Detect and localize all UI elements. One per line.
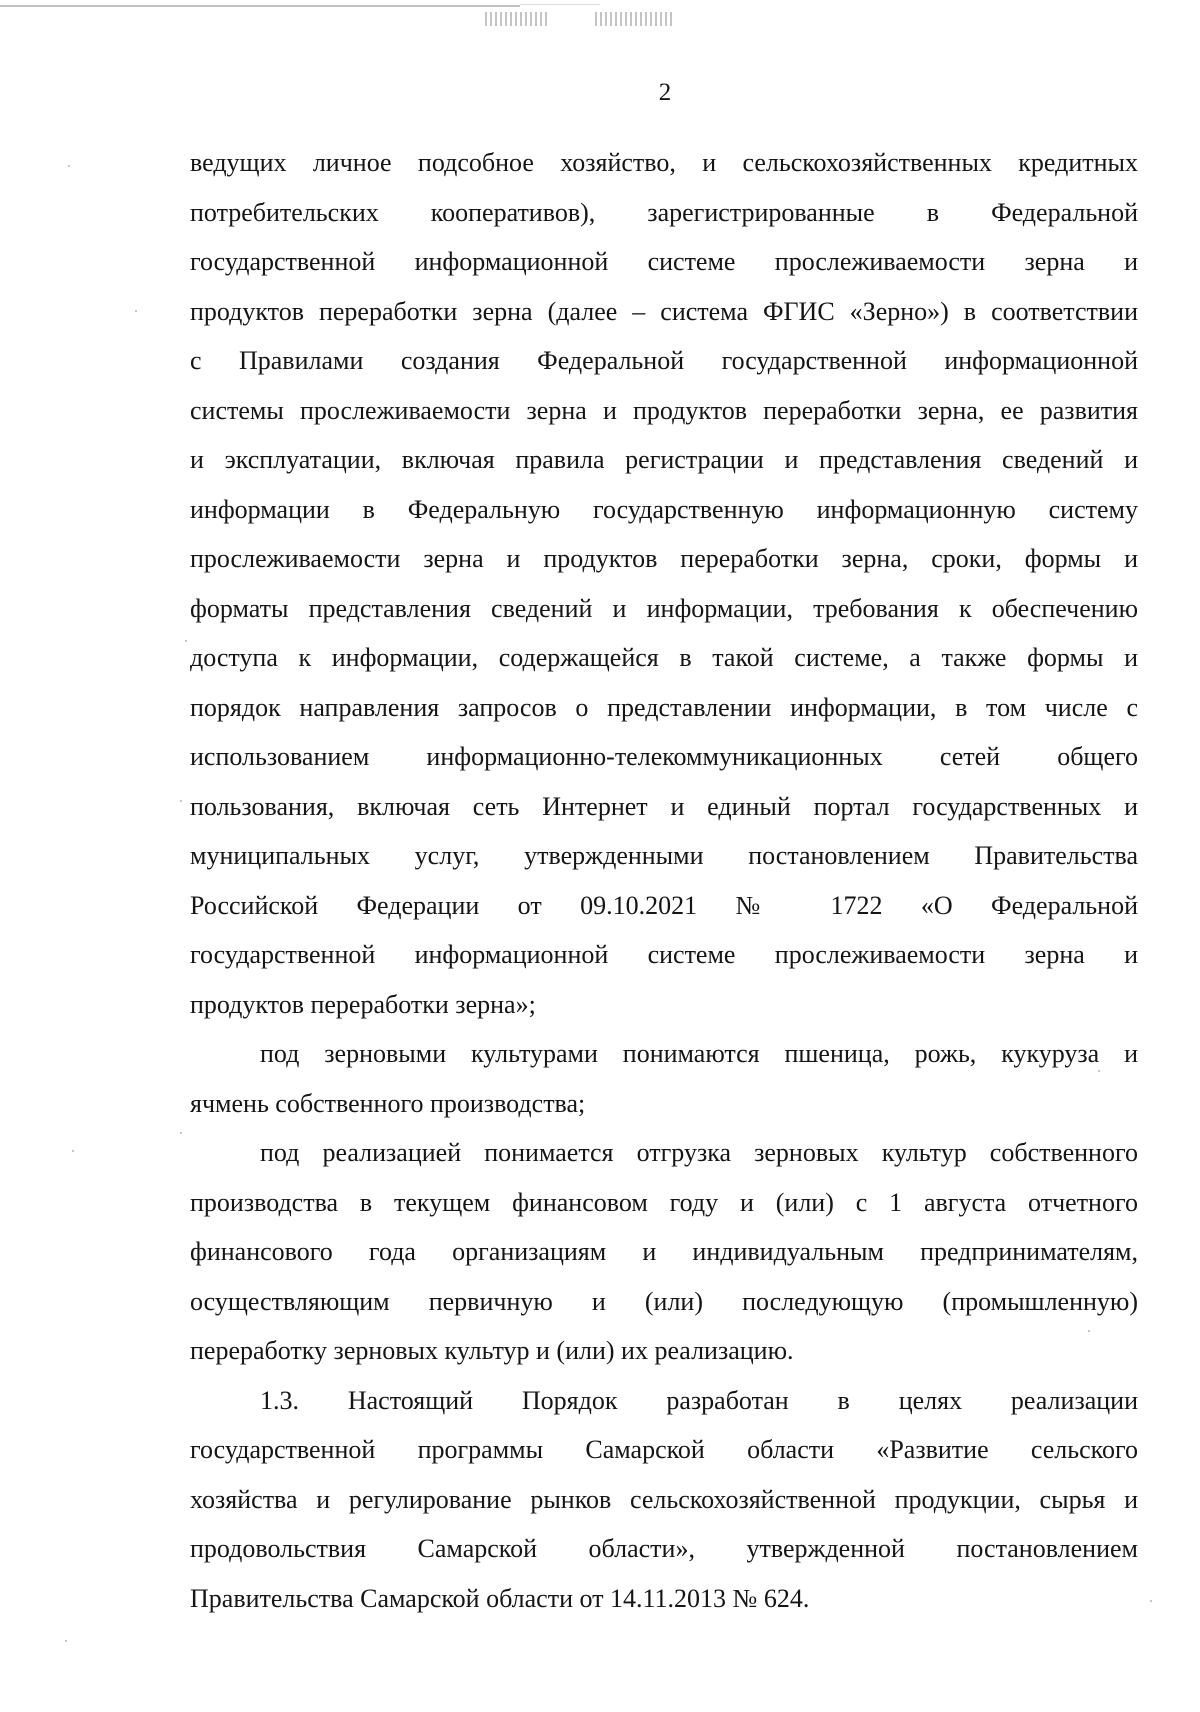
scan-smudge-right bbox=[595, 12, 675, 26]
scan-edge-line bbox=[0, 5, 520, 7]
text-line: использованием информационно-телекоммуникационных сетей общего bbox=[190, 742, 1138, 771]
text-line: государственной информационной системе прослеживаемости зерна и bbox=[190, 940, 1138, 969]
scan-speck bbox=[180, 800, 182, 802]
scan-edge-line-right bbox=[520, 4, 600, 5]
text-line: продовольствия Самарской области», утвержденной постановлением bbox=[190, 1534, 1138, 1563]
text-line: продуктов переработки зерна (далее – система ФГИС «Зерно») в соответствии bbox=[190, 296, 1138, 326]
scan-smudge-left bbox=[485, 12, 550, 26]
text-line: ведущих личное подсобное хозяйство, и сельскохозяйственных кредитных bbox=[190, 148, 1138, 177]
scan-speck bbox=[72, 1150, 74, 1152]
text-line: информации в Федеральную государственную информационную систему bbox=[190, 494, 1138, 524]
text-line: производства в текущем финансовом году и (или) с 1 августа отчетного bbox=[190, 1187, 1138, 1217]
document-body bbox=[190, 138, 1138, 1623]
scan-speck bbox=[185, 640, 187, 642]
text-line: государственной программы Самарской области «Развитие сельского bbox=[190, 1435, 1138, 1464]
text-line: государственной информационной системе прослеживаемости зерна и bbox=[190, 247, 1138, 276]
text-line: продуктов переработки зерна»; bbox=[190, 989, 536, 1019]
scan-speck bbox=[65, 1640, 67, 1642]
text-line: финансового года организациям и индивидуальным предпринимателям, bbox=[190, 1237, 1138, 1266]
text-line: ячмень собственного производства; bbox=[190, 1088, 586, 1118]
text-line: и эксплуатации, включая правила регистрации и представления сведений и bbox=[190, 445, 1138, 474]
text-line: доступа к информации, содержащейся в такой системе, а также формы и bbox=[190, 643, 1138, 672]
text-line: 1.3. Настоящий Порядок разработан в целях реализации bbox=[260, 1385, 1138, 1415]
text-line: прослеживаемости зерна и продуктов переработки зерна, сроки, формы и bbox=[190, 544, 1138, 573]
text-line: с Правилами создания Федеральной государственной информационной bbox=[190, 346, 1138, 375]
text-line: пользования, включая сеть Интернет и единый портал государственных и bbox=[190, 791, 1138, 821]
text-line: Российской Федерации от 09.10.2021 № 1722 «О Федеральной bbox=[190, 890, 1138, 920]
text-line: потребительских кооперативов), зарегистрированные в Федеральной bbox=[190, 197, 1138, 227]
text-line: хозяйства и регулирование рынков сельскохозяйственной продукции, сырья и bbox=[190, 1484, 1138, 1514]
scan-speck bbox=[135, 310, 137, 312]
text-line: переработку зерновых культур и (или) их реализацию. bbox=[190, 1336, 794, 1365]
text-line: муниципальных услуг, утвержденными постановлением Правительства bbox=[190, 841, 1138, 870]
scan-speck bbox=[1150, 1600, 1152, 1602]
scan-speck bbox=[180, 1132, 182, 1134]
text-line: осуществляющим первичную и (или) последующую (промышленную) bbox=[190, 1286, 1138, 1316]
page-number: 2 bbox=[658, 79, 672, 106]
text-line: порядок направления запросов о представлении информации, в том числе с bbox=[190, 692, 1138, 722]
text-line: под зерновыми культурами понимаются пшеница, рожь, кукуруза и bbox=[260, 1039, 1138, 1068]
text-line: Правительства Самарской области от 14.11.2013 № 624. bbox=[190, 1583, 810, 1613]
text-line: системы прослеживаемости зерна и продуктов переработки зерна, ее развития bbox=[190, 395, 1138, 425]
text-line: форматы представления сведений и информации, требования к обеспечению bbox=[190, 593, 1138, 623]
text-line: под реализацией понимается отгрузка зерновых культур собственного bbox=[260, 1138, 1138, 1167]
scan-speck bbox=[68, 165, 70, 167]
